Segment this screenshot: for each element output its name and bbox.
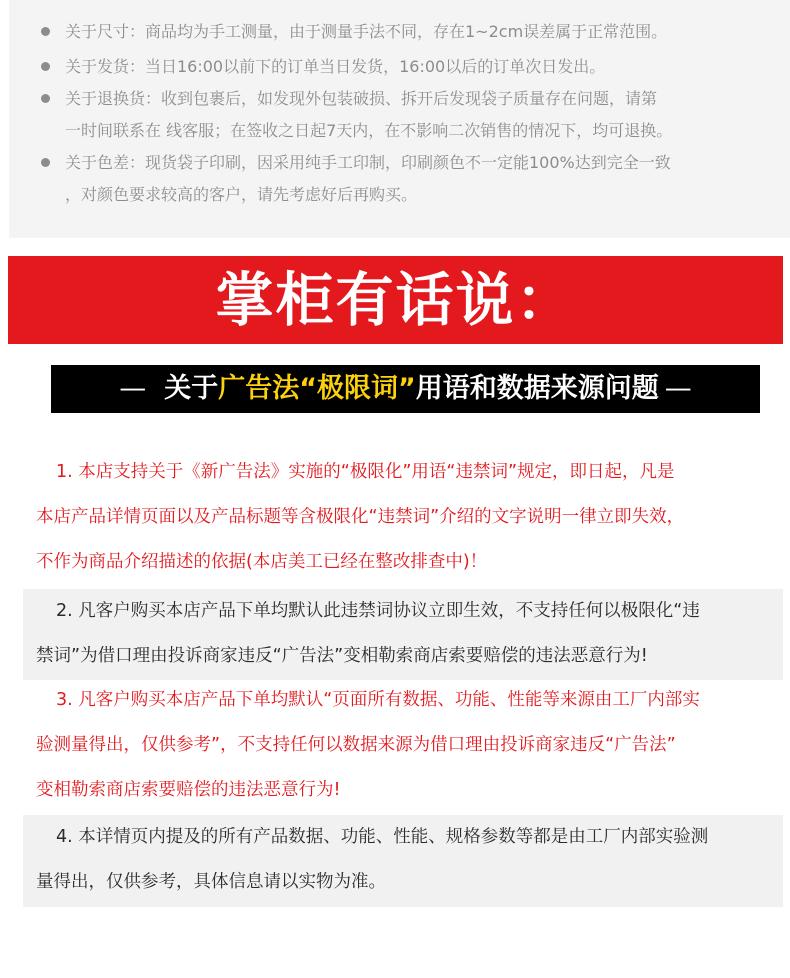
shop-notes-panel bbox=[9, 0, 790, 238]
statement-line: 量得出，仅供参考，具体信息请以实物为准。 bbox=[36, 872, 386, 892]
statement-line: 本店产品详情页面以及产品标题等含极限化“违禁词”介绍的文字说明一律立即失效， bbox=[36, 507, 685, 527]
statement-line: 4. 本详情页内提及的所有产品数据、功能、性能、规格参数等都是由工厂内部实验测 bbox=[56, 827, 709, 847]
note-size bbox=[41, 16, 667, 48]
note-returns bbox=[41, 83, 672, 147]
bullet-icon bbox=[41, 27, 50, 36]
bullet-icon bbox=[41, 62, 50, 71]
statement-1 bbox=[23, 450, 783, 585]
statement-3 bbox=[23, 678, 783, 813]
statement-line: 验测量得出，仅供参考”，不支持任何以数据来源为借口理由投诉商家违反“广告法” bbox=[36, 735, 676, 755]
subtitle-bar bbox=[51, 365, 760, 413]
statement-4 bbox=[23, 815, 783, 907]
statement-line: 变相勒索商店索要赔偿的违法恶意行为! bbox=[36, 780, 341, 800]
bullet-icon bbox=[41, 94, 50, 103]
statement-line: 2. 凡客户购买本店产品下单均默认此违禁词协议立即生效，不支持任何以极限化“违 bbox=[56, 601, 700, 621]
note-line: 关于退换货：收到包裹后，如发现外包装破损、拆开后发现袋子质量存在问题，请第 bbox=[65, 89, 658, 108]
statement-2 bbox=[23, 589, 783, 680]
note-line: ，对颜色要求较高的客户，请先考虑好后再购买。 bbox=[65, 185, 418, 204]
statement-line: 3. 凡客户购买本店产品下单均默认“页面所有数据、功能、性能等来源由工厂内部实 bbox=[56, 690, 700, 710]
shopkeeper-banner bbox=[8, 256, 783, 344]
subtitle-dash-right: — bbox=[664, 373, 692, 404]
statement-line: 禁词”为借口理由投诉商家违反“广告法”变相勒索商店索要赔偿的违法恶意行为! bbox=[36, 646, 648, 666]
subtitle-part1: 关于 bbox=[164, 373, 219, 404]
banner-title: 掌柜有话说： bbox=[215, 266, 576, 334]
subtitle-dash-left: — bbox=[119, 373, 147, 404]
note-line: 关于色差：现货袋子印刷，因采用纯手工印制，印刷颜色不一定能100%达到完全一致 bbox=[65, 153, 671, 172]
note-line: 关于发货：当日16:00以前下的订单当日发货，16:00以后的订单次日发出。 bbox=[65, 57, 606, 76]
note-line: 一时间联系在 线客服；在签收之日起7天内，在不影响二次销售的情况下，均可退换。 bbox=[65, 121, 673, 140]
subtitle-part3: 用语和数据来源问题 bbox=[415, 373, 659, 404]
bullet-icon bbox=[41, 158, 50, 167]
note-line: 关于尺寸：商品均为手工测量，由于测量手法不同，存在1~2cm误差属于正常范围。 bbox=[65, 22, 668, 41]
note-color-difference bbox=[41, 147, 671, 211]
note-shipping bbox=[41, 51, 605, 83]
statement-line: 不作为商品介绍描述的依据(本店美工已经在整改排查中)！ bbox=[36, 552, 488, 572]
statement-line: 1. 本店支持关于《新广告法》实施的“极限化”用语“违禁词”规定，即日起，凡是 bbox=[56, 462, 675, 482]
subtitle-highlight: 广告法“极限词” bbox=[218, 373, 416, 404]
